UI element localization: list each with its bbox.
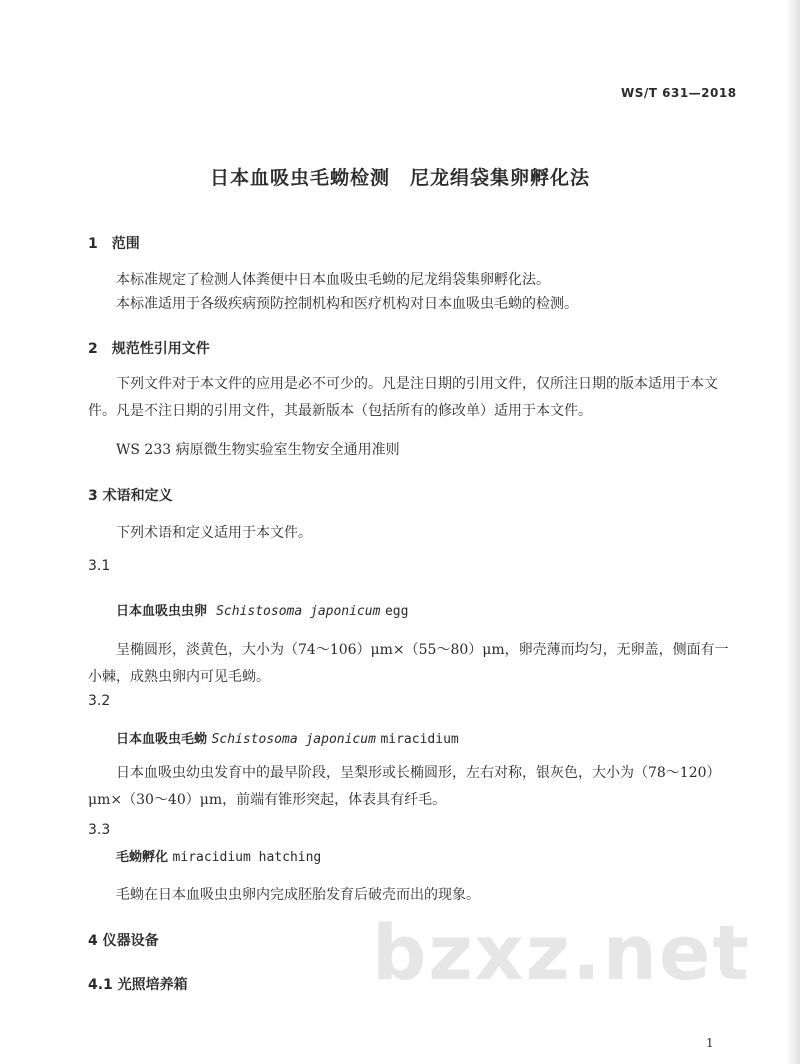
section-4-1-heading: 4.1 光照培养箱 (88, 977, 188, 993)
page-edge-shadow (786, 0, 800, 1064)
section-1-line-2: 本标准适用于各级疾病预防控制机构和医疗机构对日本血吸虫毛蚴的检测。 (116, 296, 578, 312)
term-3-2-title (116, 728, 459, 747)
term-3-2-latin: Schistosoma japonicum (211, 732, 376, 747)
normative-reference: WS 233 病原微生物实验室生物安全通用准则 (116, 442, 400, 458)
term-3-2-definition: 日本血吸虫幼虫发育中的最早阶段，呈梨形或长椭圆形，左右对称，银灰色，大小为（78～120）μm×（30～40）μm，前端有锥形突起，体表具有纤毛。 (88, 765, 721, 808)
term-3-3-title (116, 846, 321, 865)
term-3-2-en: miracidium (380, 732, 459, 747)
section-3-heading: 3 术语和定义 (88, 488, 173, 504)
term-3-1-cn: 日本血吸虫虫卵 (116, 604, 208, 619)
term-3-1-definition: 呈椭圆形，淡黄色，大小为（74～106）μm×（55～80）μm，卵壳薄而均匀，无卵盖，侧面有一小棘，成熟虫卵内可见毛蚴。 (88, 642, 729, 685)
term-3-3-cn: 毛蚴孵化 (116, 850, 169, 865)
document-code: WS/T 631—2018 (621, 86, 737, 100)
term-3-2-cn: 日本血吸虫毛蚴 (116, 732, 208, 747)
watermark: bzxz.net (372, 908, 751, 997)
term-3-1-en: egg (384, 604, 409, 619)
term-3-3-definition: 毛蚴在日本血吸虫虫卵内完成胚胎发育后破壳而出的现象。 (116, 887, 480, 903)
section-1-heading: 1 范围 (88, 236, 140, 252)
section-2-paragraph: 下列文件对于本文件的应用是必不可少的。凡是注日期的引用文件，仅所注日期的版本适用于本文件。凡是不注日期的引用文件，其最新版本（包括所有的修改单）适用于本文件。 (88, 376, 718, 419)
term-3-3-en: miracidium hatching (172, 850, 322, 865)
page-number: 1 (706, 1036, 714, 1050)
section-2-heading: 2 规范性引用文件 (88, 341, 210, 357)
term-3-3-number: 3.3 (88, 822, 111, 838)
section-1-line-1: 本标准规定了检测人体粪便中日本血吸虫毛蚴的尼龙绢袋集卵孵化法。 (116, 272, 550, 288)
term-3-1-number: 3.1 (88, 558, 111, 574)
term-3-2-number: 3.2 (88, 693, 111, 709)
document-title: 日本血吸虫毛蚴检测 尼龙绢袋集卵孵化法 (209, 167, 590, 189)
section-3-intro: 下列术语和定义适用于本文件。 (116, 525, 312, 541)
section-4-heading: 4 仪器设备 (88, 933, 159, 949)
term-3-1-title (116, 600, 408, 619)
term-3-1-latin: Schistosoma japonicum (216, 604, 381, 619)
